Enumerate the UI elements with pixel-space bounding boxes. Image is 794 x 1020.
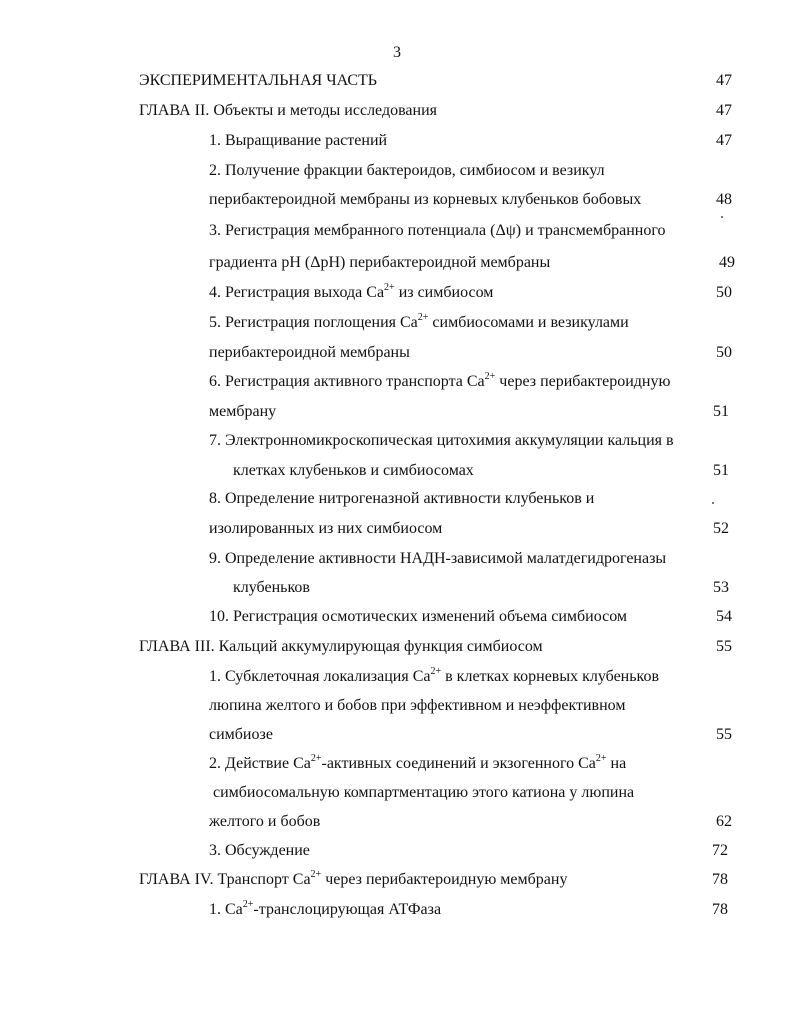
toc-text-fragment: на [606, 755, 627, 772]
toc-entry [0, 488, 794, 510]
toc-entry [0, 160, 794, 182]
scan-speck [721, 216, 723, 218]
toc-page-number: 53 [713, 579, 729, 596]
toc-text-fragment: 5. Регистрация поглощения Ca [209, 314, 418, 331]
toc-entry-text: симбиозе [209, 726, 273, 743]
toc-entry-text: симбиосомальную компартментацию этого катиона у люпина [213, 784, 635, 801]
toc-entry-text: ЭКСПЕРИМЕНТАЛЬНАЯ ЧАСТЬ [139, 72, 377, 89]
toc-page-number: 78 [712, 901, 728, 918]
toc-page-number: 47 [716, 132, 732, 149]
toc-page-number: 51 [713, 403, 729, 420]
toc-entry-text: 1. Выращивание растений [209, 132, 388, 149]
toc-entry-text [209, 753, 626, 775]
toc-entry-text [209, 312, 629, 334]
toc-entry [0, 252, 794, 274]
superscript-charge: 2+ [417, 312, 429, 323]
toc-text-fragment: через перибактероидную [495, 373, 671, 390]
toc-page-number: 50 [716, 344, 732, 361]
toc-entry [0, 840, 794, 862]
toc-entry-text: 8. Определение нитрогеназной активности клубеньков и [209, 490, 595, 507]
toc-entry-text: мембрану [209, 403, 277, 420]
toc-entry [0, 312, 794, 334]
superscript-charge: 2+ [310, 753, 322, 764]
toc-entry [0, 811, 794, 833]
toc-entry-text: клубеньков [233, 579, 310, 596]
toc-entry-text: 2. Получение фракции бактероидов, симбиосом и везикул [209, 162, 605, 179]
toc-entry-text: градиента pH (ΔpH) перибактероидной мембраны [209, 254, 551, 271]
superscript-charge: 2+ [430, 666, 442, 677]
scan-speck [712, 502, 714, 504]
toc-entry [0, 606, 794, 628]
toc-text-fragment: симбиосомами и везикулами [428, 314, 629, 331]
toc-page-number: 55 [716, 638, 732, 655]
toc-text-fragment: 6. Регистрация активного транспорта Ca [209, 373, 485, 390]
toc-entry-text: ГЛАВА II. Объекты и методы исследования [139, 102, 438, 119]
toc-entry [0, 282, 794, 304]
toc-text-fragment: -транслоцирующая АТФаза [253, 901, 442, 918]
toc-page-number: 47 [716, 72, 732, 89]
toc-entry-text [209, 666, 659, 688]
toc-entry [0, 636, 794, 658]
toc-page-number: 54 [716, 608, 732, 625]
toc-entry [0, 518, 794, 540]
toc-entry [0, 460, 794, 482]
toc-page-number: 78 [712, 871, 728, 888]
toc-text-fragment: 2. Действие Ca [209, 755, 311, 772]
superscript-charge: 2+ [384, 282, 395, 293]
toc-entry-text: желтого и бобов [209, 813, 321, 830]
toc-entry [0, 401, 794, 423]
toc-entry [0, 70, 794, 92]
toc-entry-text: ГЛАВА III. Кальций аккумулирующая функция симбиосом [139, 638, 543, 655]
toc-entry [0, 782, 794, 804]
toc-entry [0, 371, 794, 393]
toc-entry [0, 695, 794, 717]
toc-page-number: 48 [716, 191, 732, 208]
toc-page-number: 49 [719, 254, 735, 271]
toc-entry [0, 220, 794, 242]
toc-entry-text [139, 869, 567, 891]
toc-text-fragment: -активных соединений и экзогенного Ca [321, 755, 596, 772]
toc-page-number: 62 [716, 813, 732, 830]
toc-text-fragment: через перибактероидную мембрану [321, 871, 568, 888]
toc-text-fragment: 1. Ca [209, 901, 243, 918]
toc-text-fragment: из симбиосом [394, 284, 494, 301]
toc-page-number: 52 [713, 520, 729, 537]
toc-text-fragment: в клетках корневых клубеньков [441, 668, 660, 685]
toc-entry [0, 577, 794, 599]
toc-entry [0, 753, 794, 775]
superscript-charge: 2+ [595, 753, 607, 764]
toc-page-number: 55 [716, 726, 732, 743]
toc-page-number: 51 [713, 462, 729, 479]
toc-entry-text: 10. Регистрация осмотических изменений объема симбиосом [209, 608, 628, 625]
toc-text-fragment: 1. Субклеточная локализация Ca [209, 668, 431, 685]
toc-entry [0, 869, 794, 891]
superscript-charge: 2+ [484, 371, 496, 382]
toc-page-number: 47 [716, 102, 732, 119]
toc-entry [0, 899, 794, 921]
toc-text-fragment: ГЛАВА IV. Транспорт Ca [139, 871, 311, 888]
toc-entry-text [209, 371, 670, 393]
toc-entry-text: 7. Электронномикроскопическая цитохимия аккумуляции кальция в [209, 432, 674, 449]
toc-entry-text [209, 899, 441, 921]
toc-entry [0, 342, 794, 364]
toc-entry [0, 430, 794, 452]
superscript-charge: 2+ [310, 869, 322, 880]
toc-entry [0, 548, 794, 570]
toc-entry-text: перибактероидной мембраны [209, 344, 410, 361]
toc-entry [0, 189, 794, 211]
superscript-charge: 2+ [242, 899, 254, 910]
toc-entry [0, 100, 794, 122]
toc-entry-text: 3. Регистрация мембранного потенциала (Δψ) и трансмембранного [209, 222, 666, 239]
toc-page-number: 72 [712, 842, 728, 859]
toc-entry [0, 666, 794, 688]
toc-entry-text: 3. Обсуждение [209, 842, 310, 859]
toc-entry-text [209, 282, 493, 304]
page-number: 3 [393, 44, 401, 61]
toc-entry-text: перибактероидной мембраны из корневых клубеньков бобовых [209, 191, 642, 208]
toc-text-fragment: 4. Регистрация выхода Ca [209, 284, 385, 301]
toc-entry [0, 130, 794, 152]
toc-page-number: 50 [716, 284, 732, 301]
toc-entry [0, 724, 794, 746]
toc-entry-text: люпина желтого и бобов при эффективном и неэффективном [209, 697, 626, 714]
toc-entry-text: клетках клубеньков и симбиосомах [233, 462, 474, 479]
toc-entry-text: изолированных из них симбиосом [209, 520, 443, 537]
toc-entry-text: 9. Определение активности НАДН-зависимой малатдегидрогеназы [209, 550, 667, 567]
